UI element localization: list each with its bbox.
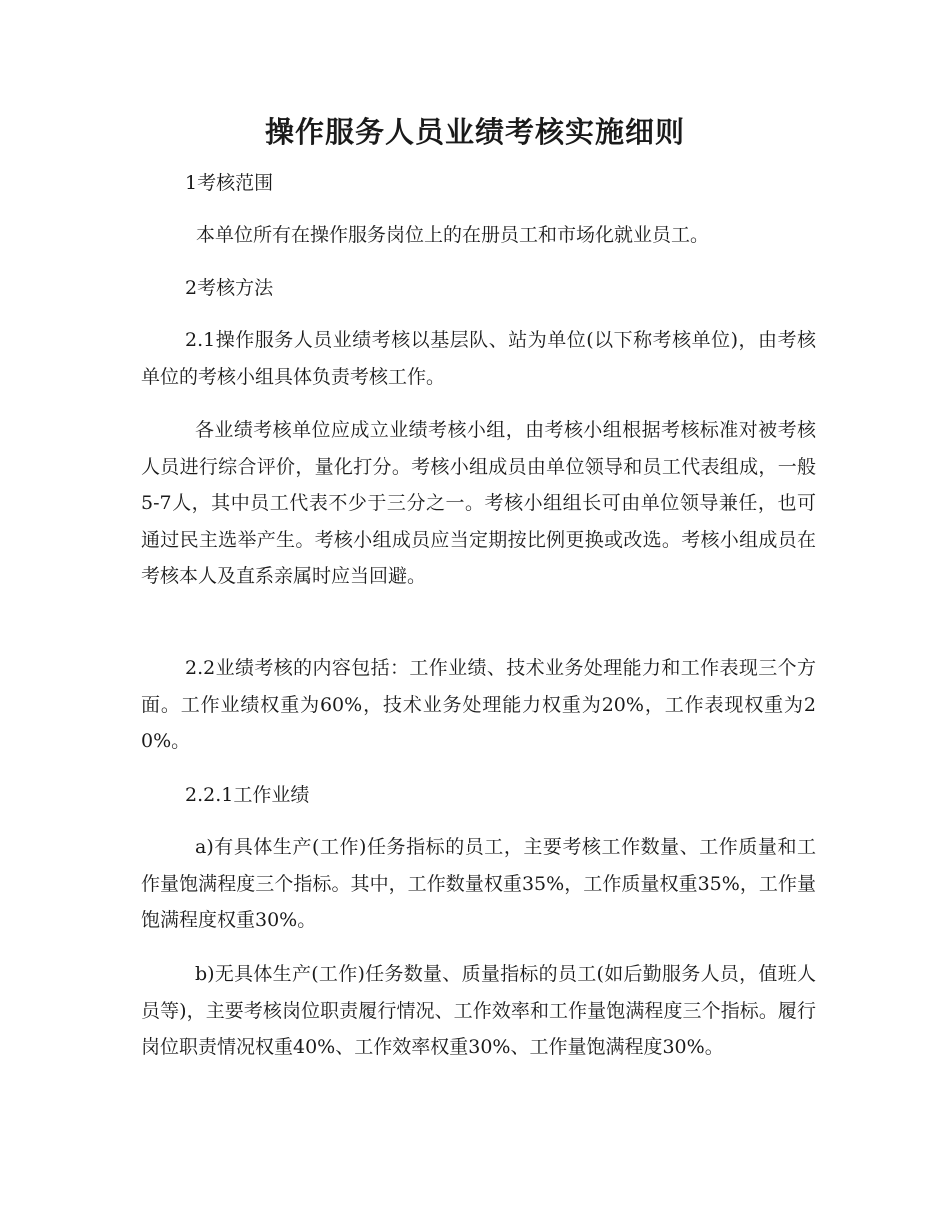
paragraph-2-1-committee: 各业绩考核单位应成立业绩考核小组，由考核小组根据考核标准对被考核人员进行综合评价，量化打分。考核小组成员由单位领导和员工代表组成，一般5-7人，其中员工代表不少于三分之一。考核小组组长可由单位领导兼任，也可通过民主选举产生。考核小组成员应当定期按比例更换或改选。考核小组成员在考核本人及直系亲属时应当回避。	[141, 419, 816, 587]
paragraph-b: b)无具体生产(工作)任务数量、质量指标的员工(如后勤服务人员，值班人员等)，主要考核岗位职责履行情况、工作效率和工作量饱满程度三个指标。履行岗位职责情况权重40%、工作效率权重30%、工作量饱满程度30%。	[141, 963, 816, 1058]
section-heading-method: 2考核方法	[185, 277, 274, 299]
paragraph-a: a)有具体生产(工作)任务指标的员工，主要考核工作数量、工作质量和工作量饱满程度三个指标。其中，工作数量权重35%，工作质量权重35%，工作量饱满程度权重30%。	[141, 836, 816, 931]
paragraph-2-1: 2.1操作服务人员业绩考核以基层队、站为单位(以下称考核单位)，由考核单位的考核小组具体负责考核工作。	[141, 329, 816, 388]
document-title: 操作服务人员业绩考核实施细则	[264, 115, 685, 149]
paragraph-2-2: 2.2业绩考核的内容包括：工作业绩、技术业务处理能力和工作表现三个方面。工作业绩权重为60%，技术业务处理能力权重为20%，工作表现权重为20%。	[141, 657, 816, 752]
section-heading-2-2-1: 2.2.1工作业绩	[185, 784, 310, 806]
paragraph-scope: 本单位所有在操作服务岗位上的在册员工和市场化就业员工。	[196, 224, 710, 246]
section-heading-scope: 1考核范围	[185, 172, 274, 194]
